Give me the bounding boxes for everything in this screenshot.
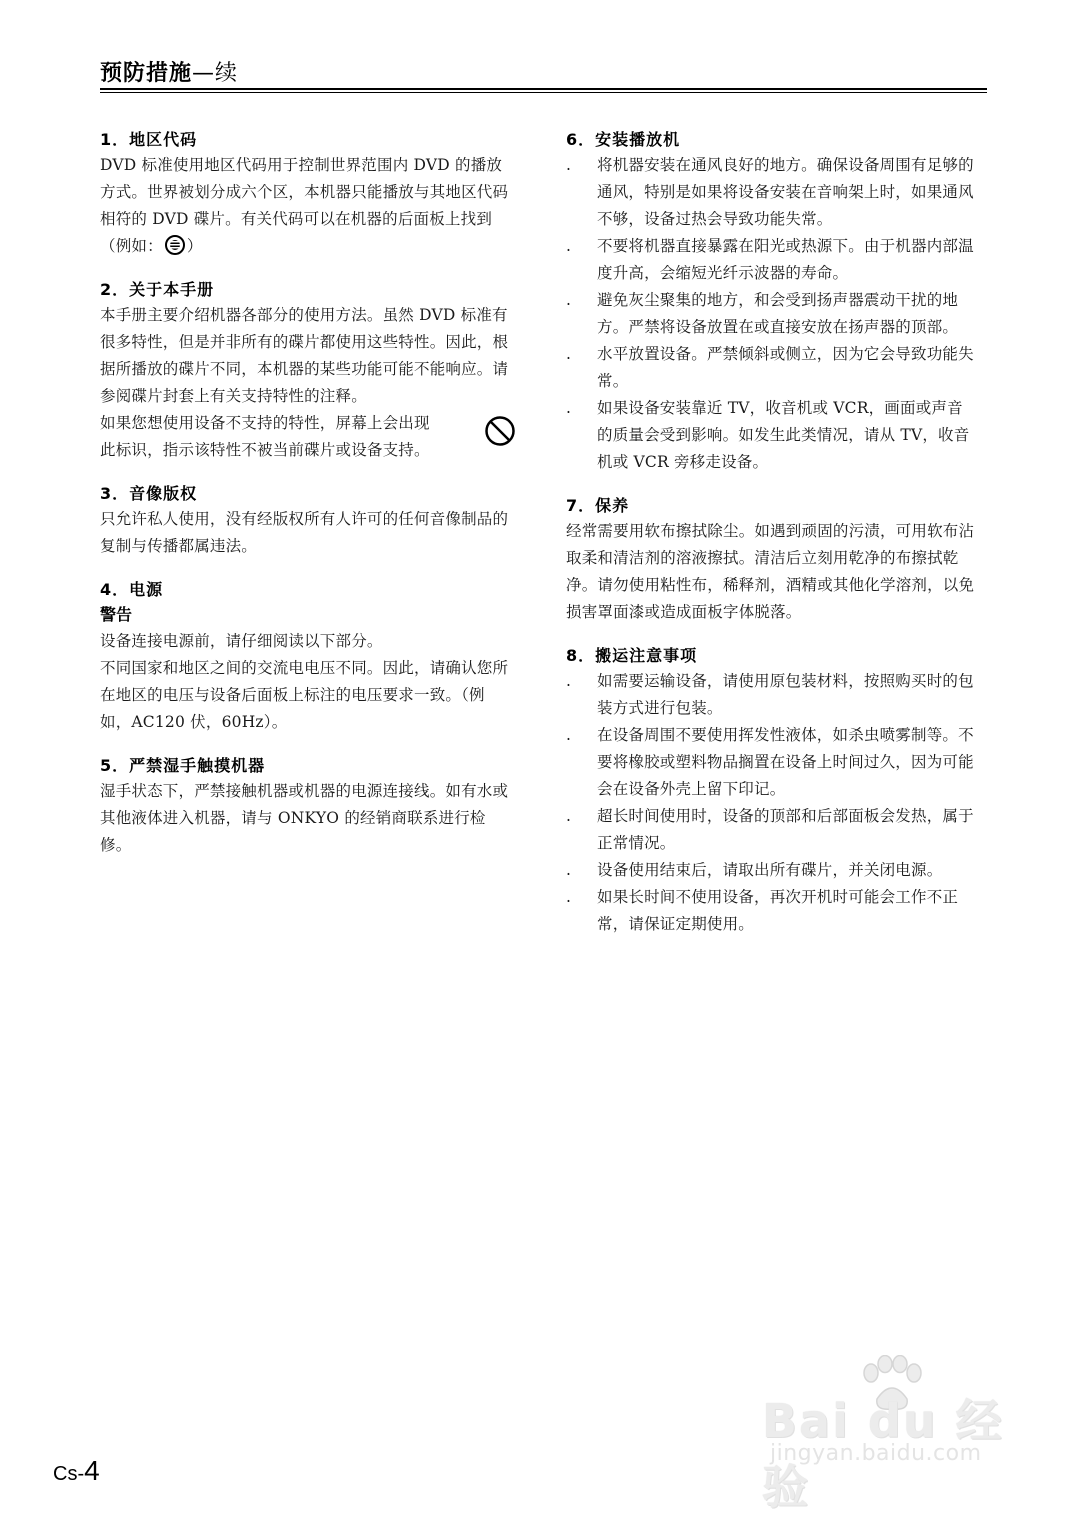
list-item-text: 如需要运输设备，请使用原包装材料，按照购买时的包装方式进行包装。 [597, 672, 974, 717]
page-number-prefix: Cs- [53, 1463, 85, 1485]
page-title-suffix: —续 [192, 61, 239, 86]
bullet-marker: . [566, 237, 572, 255]
section-title: 6．安装播放机 [566, 130, 681, 149]
bullet-marker: . [566, 345, 572, 363]
baidu-watermark [762, 1355, 1012, 1514]
list-item-text: 不要将机器直接暴露在阳光或热源下。由于机器内部温度升高，会缩短光纤示波器的寿命。 [597, 237, 974, 282]
list-item [566, 287, 978, 341]
bullet-marker: . [566, 888, 572, 906]
bullet-marker: . [566, 861, 572, 879]
section-title: 8．搬运注意事项 [566, 646, 698, 665]
bullet-marker: . [566, 156, 572, 174]
bullet-marker: . [566, 291, 572, 309]
section-wet-hands [100, 754, 515, 859]
list-item [566, 233, 978, 287]
section-about-manual [100, 278, 515, 464]
bullet-list [566, 668, 978, 938]
list-item [566, 152, 978, 233]
list-item [566, 395, 978, 476]
bullet-list [566, 152, 978, 476]
section-power [100, 578, 515, 736]
section-title: 5．严禁湿手触摸机器 [100, 756, 266, 775]
watermark-brand: Bai du 经验 [762, 1394, 1004, 1514]
list-item-text: 如果设备安装靠近 TV，收音机或 VCR，画面或声音的质量会受到影响。如发生此类情况，请从 TV，收音机或 VCR 旁移走设备。 [597, 399, 970, 471]
warning-heading: 警告 [100, 605, 133, 624]
unsupported-text: 如果您想使用设备不支持的特性，屏幕上会出现此标识，指示该特性不被当前碟片或设备支持。 [100, 414, 430, 459]
section-title: 7．保养 [566, 496, 630, 515]
section-title: 2．关于本手册 [100, 280, 215, 299]
watermark-url: jingyan.baidu.com [770, 1441, 982, 1466]
list-item-text: 超长时间使用时，设备的顶部和后部面板会发热，属于正常情况。 [597, 807, 974, 852]
list-item-text: 设备使用结束后，请取出所有碟片，并关闭电源。 [597, 861, 943, 879]
left-column [100, 128, 515, 877]
section-copyright [100, 482, 515, 560]
section-region-code [100, 128, 515, 260]
list-item [566, 884, 978, 938]
list-item-text: 如果长时间不使用设备，再次开机时可能会工作不正常，请保证定期使用。 [597, 888, 959, 933]
list-item-text: 水平放置设备。严禁倾斜或侧立，因为它会导致功能失常。 [597, 345, 974, 390]
section-transport [566, 644, 978, 938]
section-text: 经常需要用软布擦拭除尘。如遇到顽固的污渍，可用软布沾取柔和清洁剂的溶液擦拭。清洁后立刻用乾净的布擦拭乾净。请勿使用粘性布，稀释剂，酒精或其他化学溶剂，以免损害罩面漆或造成面板字体脱落。 [566, 522, 975, 621]
header-rule [100, 88, 987, 93]
region-code-text-end: ） [186, 237, 203, 255]
list-item [566, 857, 978, 884]
section-text: 不同国家和地区之间的交流电电压不同。因此，请确认您所在地区的电压与设备后面板上标注的电压要求一致。（例如，AC120 伏，60Hz）。 [100, 659, 509, 731]
section-title: 4．电源 [100, 580, 164, 599]
section-title: 1．地区代码 [100, 130, 198, 149]
unsupported-notice [100, 410, 515, 464]
list-item [566, 803, 978, 857]
section-maintenance [566, 494, 978, 626]
page-title-main: 预防措施 [100, 61, 193, 86]
page-title [100, 56, 238, 87]
bullet-marker: . [566, 807, 572, 825]
section-text: 湿手状态下，严禁接触机器或机器的电源连接线。如有水或其他液体进入机器，请与 ONKYO 的经销商联系进行检修。 [100, 782, 509, 854]
list-item-text: 避免灰尘聚集的地方，和会受到扬声器震动干扰的地方。严禁将设备放置在或直接安放在扬声器的顶部。 [597, 291, 959, 336]
list-item-text: 将机器安装在通风良好的地方。确保设备周围有足够的通风，特别是如果将设备安装在音响架上时，如果通风不够，设备过热会导致功能失常。 [597, 156, 974, 228]
region-code-text: DVD 标准使用地区代码用于控制世界范围内 DVD 的播放方式。世界被划分成六个区，本机器只能播放与其地区代码相符的 DVD 碟片。有关代码可以在机器的后面板上找到 （例如： [100, 156, 509, 255]
section-installation [566, 128, 978, 476]
list-item [566, 668, 978, 722]
bullet-marker: . [566, 726, 572, 744]
right-column [566, 128, 978, 956]
section-text: 只允许私人使用，没有经版权所有人许可的任何音像制品的复制与传播都属违法。 [100, 510, 509, 555]
bullet-marker: . [566, 672, 572, 690]
prohibited-icon [484, 415, 516, 447]
section-title: 3．音像版权 [100, 484, 198, 503]
list-item-text: 在设备周围不要使用挥发性液体，如杀虫喷雾制等。不要将橡胶或塑料物品搁置在设备上时间过久，因为可能会在设备外壳上留下印记。 [597, 726, 974, 798]
section-text [100, 152, 515, 260]
list-item [566, 722, 978, 803]
section-text: 设备连接电源前，请仔细阅读以下部分。 [100, 632, 383, 650]
list-item [566, 341, 978, 395]
section-text: 本手册主要介绍机器各部分的使用方法。虽然 DVD 标准有很多特性，但是并非所有的碟片都使用这些特性。因此，根据所播放的碟片不同，本机器的某些功能可能不能响应。请参阅碟片封套上有关支持特性的注释。 [100, 306, 509, 405]
bullet-marker: . [566, 399, 572, 417]
page-header [100, 56, 987, 94]
page-number [53, 1455, 100, 1487]
region-code-icon [165, 235, 185, 255]
page-number-value: 4 [84, 1455, 100, 1486]
